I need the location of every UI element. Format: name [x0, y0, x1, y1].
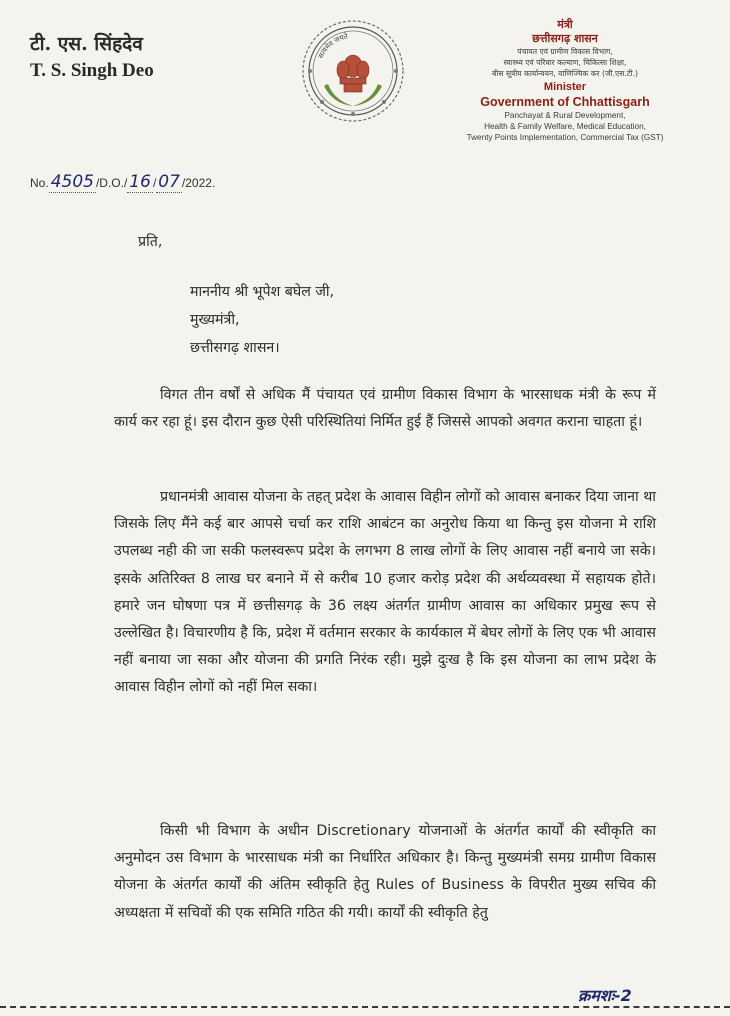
dept-hindi-2: स्वास्थ्य एवं परिवार कल्याण, चिकित्सा शिक्षा,	[503, 58, 627, 67]
minister-letterhead	[430, 18, 700, 143]
page-divider	[0, 1006, 730, 1008]
paragraph-3: किसी भी विभाग के अधीन Discretionary योजनाओं के अंतर्गत कार्यों की स्वीकृति का अनुमोदन उस विभाग के भारसाधक मंत्री का निर्धारित अधिकार है। किन्तु मुख्यमंत्री समग्र ग्रामीण विकास योजना के अंतर्गत कार्यों की अंतिम स्वीकृति हेतु Rules of Business के विपरीत मुख्य सचिव की अध्यक्षता में सचिवों की एक समिति गठित की गयी। कार्यों की स्वीकृति हेतु	[114, 823, 656, 921]
title-english: Minister	[543, 81, 587, 93]
ref-month: 07	[158, 172, 180, 192]
state-emblem-icon	[298, 16, 408, 126]
salutation: प्रति,	[138, 234, 163, 250]
dept-english-2: Health & Family Welfare, Medical Education,	[484, 122, 646, 131]
continued-marker: क्रमशः-2	[578, 986, 632, 1005]
sender-name-english: T. S. Singh Deo	[30, 60, 154, 81]
dept-hindi-1: पंचायत एवं ग्रामीण विकास विभाग,	[517, 47, 613, 56]
addressee-block	[190, 278, 334, 362]
reference-number	[30, 172, 215, 192]
sender-name-hindi: टी. एस. सिंहदेव	[30, 33, 143, 55]
ref-year: /2022.	[181, 176, 216, 190]
emblem-text: सत्यमेव जयते	[316, 32, 349, 60]
addressee-line-2: मुख्यमंत्री,	[190, 312, 240, 328]
addressee-line-3: छत्तीसगढ़ शासन।	[190, 340, 280, 356]
dept-english-1: Panchayat & Rural Development,	[504, 111, 626, 120]
dept-english-3: Twenty Points Implementation, Commercial Tax (GST)	[466, 133, 664, 142]
govt-english: Government of Chhattisgarh	[480, 95, 650, 109]
ref-sep: /	[152, 176, 157, 190]
ref-number: 4505	[50, 172, 94, 192]
paragraph-2: प्रधानमंत्री आवास योजना के तहत् प्रदेश के आवास विहीन लोगों को आवास बनाकर दिया जाना था जिसके लिए मैंने कई बार आपसे चर्चा कर राशि आबंटन का अनुरोध किया था किन्तु इस योजना मे राशि उपलब्ध नही की जा सकी फलस्वरूप प्रदेश के लगभग 8 लाख लोगों के लिए आवास नहीं बनाये जा सके। इसके अतिरिक्त 8 लाख घर बनाने में से करीब 10 हजार करोड़ प्रदेश की अर्थव्यवस्था में सहायक होते। हमारे जन घोषणा पत्र में छत्तीसगढ़ के 36 लक्ष्य अंतर्गत ग्रामीण आवास का अधिकार प्रमुख रूप से उल्लेखित है। विचारणीय है कि, प्रदेश में वर्तमान सरकार के कार्यकाल में बेघर लोगों के लिए एक भी आवास नहीं बनाया जा सका और योजना की प्रगति निरंक रही। मुझे दुःख है कि इस योजना का लाभ प्रदेश के आवास विहीन लोगों को नहीं मिल सका।	[114, 489, 656, 696]
dept-hindi-3: बीस सूत्रीय कार्यान्वयन, वाणिज्यिक कर (जी.एस.टी.)	[492, 69, 638, 78]
ref-prefix: No.	[30, 176, 49, 190]
govt-hindi: छत्तीसगढ़ शासन	[532, 32, 598, 45]
ref-day: 16	[129, 172, 151, 192]
paragraph-1: विगत तीन वर्षों से अधिक मैं पंचायत एवं ग्रामीण विकास विभाग के भारसाधक मंत्री के रूप में कार्य कर रहा हूं। इस दौरान कुछ ऐसी परिस्थितियां निर्मित हुई हैं जिससे आपको अवगत कराना चाहता हूं।	[114, 387, 656, 431]
ref-mid: /D.O./	[95, 176, 128, 190]
title-hindi: मंत्री	[557, 18, 573, 31]
addressee-line-1: माननीय श्री भूपेश बघेल जी,	[190, 284, 335, 300]
